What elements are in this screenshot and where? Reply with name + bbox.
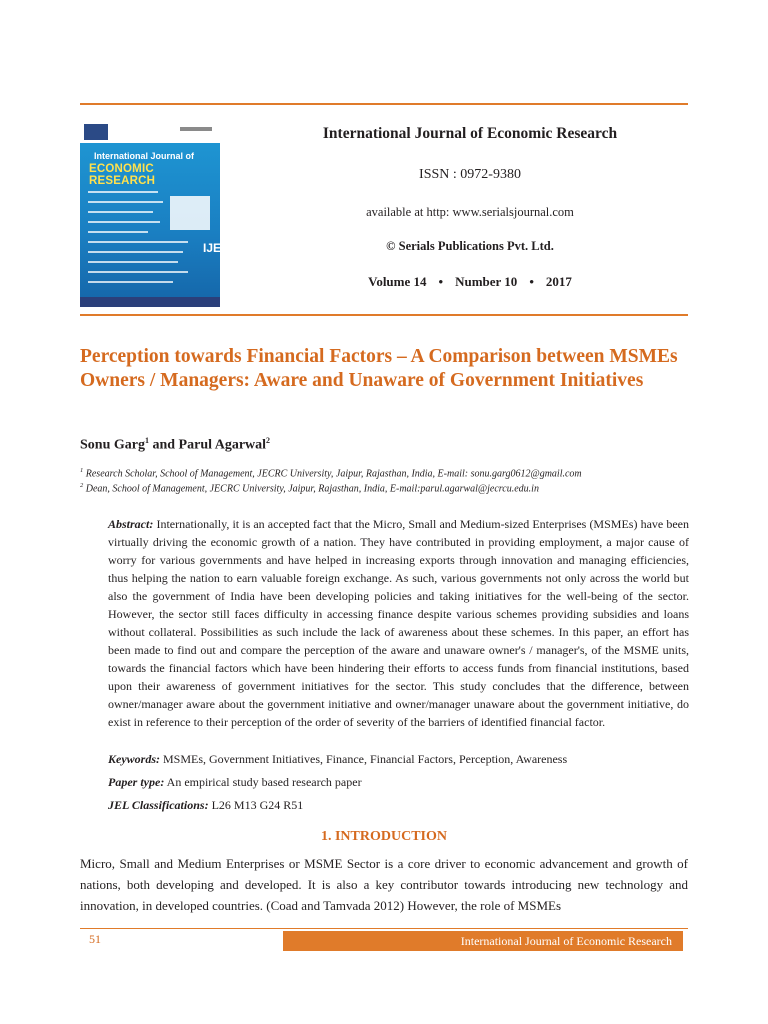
affiliation-mark: 2 xyxy=(80,482,84,489)
section-heading-introduction: 1. INTRODUCTION xyxy=(320,829,447,844)
publisher-copyright: © Serials Publications Pvt. Ltd. xyxy=(386,239,554,253)
footer-rule xyxy=(80,928,688,929)
jel-text: L26 M13 G24 R51 xyxy=(208,798,304,812)
author-affiliation-mark: 1 xyxy=(144,436,149,445)
paper-type xyxy=(108,775,689,790)
issn: ISSN : 0972-9380 xyxy=(419,167,521,182)
article-title: Perception towards Financial Factors – A Comparison between MSMEs Owners / Managers: Aware and Unaware of Government Initiatives xyxy=(80,346,678,391)
abstract-text: Internationally, it is an accepted fact that the Micro, Small and Medium-sized Enterprises (MSMEs) have been virtually driving the economic growth of a nation. They have contributed in providing employment, a major cause of worry for various governments and have helped in increasing exports through innovation and managing efficiencies, thus helping the nation to earn valuable foreign exchange. As such, various governments not only across the world but also the government of India have been developing policies and taking initiatives for the well-being of the sector. However, the sector still faces difficulty in accessing finance despite various schemes providing subsidies and loans without collateral. Possibilities as such include the lack of awareness about these schemes. In this paper, an effort has been made to find out and compare the perception of the aware and unaware owner's / manager's, of the MSME units, towards the financial factors which have been hindering their efforts to access funds from financial institutions, based upon their awareness of government initiatives for the sector. This study concludes that the difference, between owner/manager aware about the government initiative and owner/manager unaware about the government initiative, do exist in reference to their perception of the order of severity of the barriers of identified financial factor. xyxy=(108,517,689,729)
cover-text-line xyxy=(88,271,188,273)
footer-journal-banner xyxy=(283,931,683,951)
cover-text-line xyxy=(88,251,183,253)
author-name: Parul Agarwal xyxy=(178,437,267,453)
cover-issn-mark xyxy=(180,127,212,131)
cover-title-line1: International Journal of xyxy=(94,151,195,161)
paper-type-label: Paper type: xyxy=(108,775,165,789)
journal-cover-thumbnail xyxy=(80,121,230,307)
affiliation-2 xyxy=(80,482,700,494)
author-list xyxy=(80,436,270,454)
keywords xyxy=(108,752,689,767)
jel-classifications xyxy=(108,798,689,813)
separator-dot: • xyxy=(438,274,444,289)
cover-footer-band xyxy=(80,297,220,307)
cover-title-line2: ECONOMIC RESEARCH xyxy=(89,163,156,187)
cover-text-line xyxy=(88,221,160,223)
cover-text-line xyxy=(88,261,178,263)
cover-text-line xyxy=(88,211,153,213)
cover-text-line xyxy=(88,231,148,233)
cover-top-strip xyxy=(80,121,220,143)
header-bottom-rule xyxy=(80,314,688,316)
affiliation-text: Dean, School of Management, JECRC University, Jaipur, Rajasthan, India, E-mail:parul.agarwal@jecrcu.edu.in xyxy=(83,483,539,495)
cover-text-line xyxy=(88,241,188,243)
author-name: Sonu Garg xyxy=(80,437,145,453)
cover-side-letters: IJER xyxy=(203,241,230,255)
jel-label: JEL Classifications: xyxy=(108,798,209,812)
cover-text-line xyxy=(88,191,158,193)
volume-issue-line xyxy=(280,274,660,290)
cover-text-line xyxy=(88,281,173,283)
separator-dot: • xyxy=(529,274,534,289)
publisher-logo-icon xyxy=(84,124,108,140)
keywords-label: Keywords: xyxy=(108,752,160,766)
abstract-label: Abstract: xyxy=(108,517,154,531)
author-affiliation-mark: 2 xyxy=(266,436,271,445)
affiliation-mark: 1 xyxy=(80,467,84,474)
journal-availability: available at http: www.serialsjournal.com xyxy=(366,205,574,219)
paper-type-text: An empirical study based research paper xyxy=(164,775,362,789)
affiliation-1 xyxy=(80,467,700,479)
keywords-text: MSMEs, Government Initiatives, Finance, Financial Factors, Perception, Awareness xyxy=(160,752,568,766)
page-number: 51 xyxy=(89,932,101,946)
issue-number: Number 10 xyxy=(455,274,518,289)
author-join: and xyxy=(148,437,179,453)
affiliation-text: Research Scholar, School of Management, JECRC University, Jaipur, Rajasthan, India, E-mail: sonu.garg0612@gmail.com xyxy=(83,468,582,480)
cover-figure xyxy=(170,196,210,230)
header-top-rule xyxy=(80,103,688,105)
publication-year: 2017 xyxy=(545,274,572,289)
footer-journal-name: International Journal of Economic Research xyxy=(460,934,672,948)
journal-title: International Journal of Economic Research xyxy=(322,125,618,142)
abstract xyxy=(108,515,689,731)
volume: Volume 14 xyxy=(368,274,427,289)
cover-text-line xyxy=(88,201,163,203)
introduction-paragraph: Micro, Small and Medium Enterprises or MSME Sector is a core driver to economic advancement and growth of nations, both developing and developed. It is also a key contributor towards introducing new technology and innovation, in developed countries. (Coad and Tamvada 2012) However, the role of MSMEs xyxy=(80,856,688,913)
